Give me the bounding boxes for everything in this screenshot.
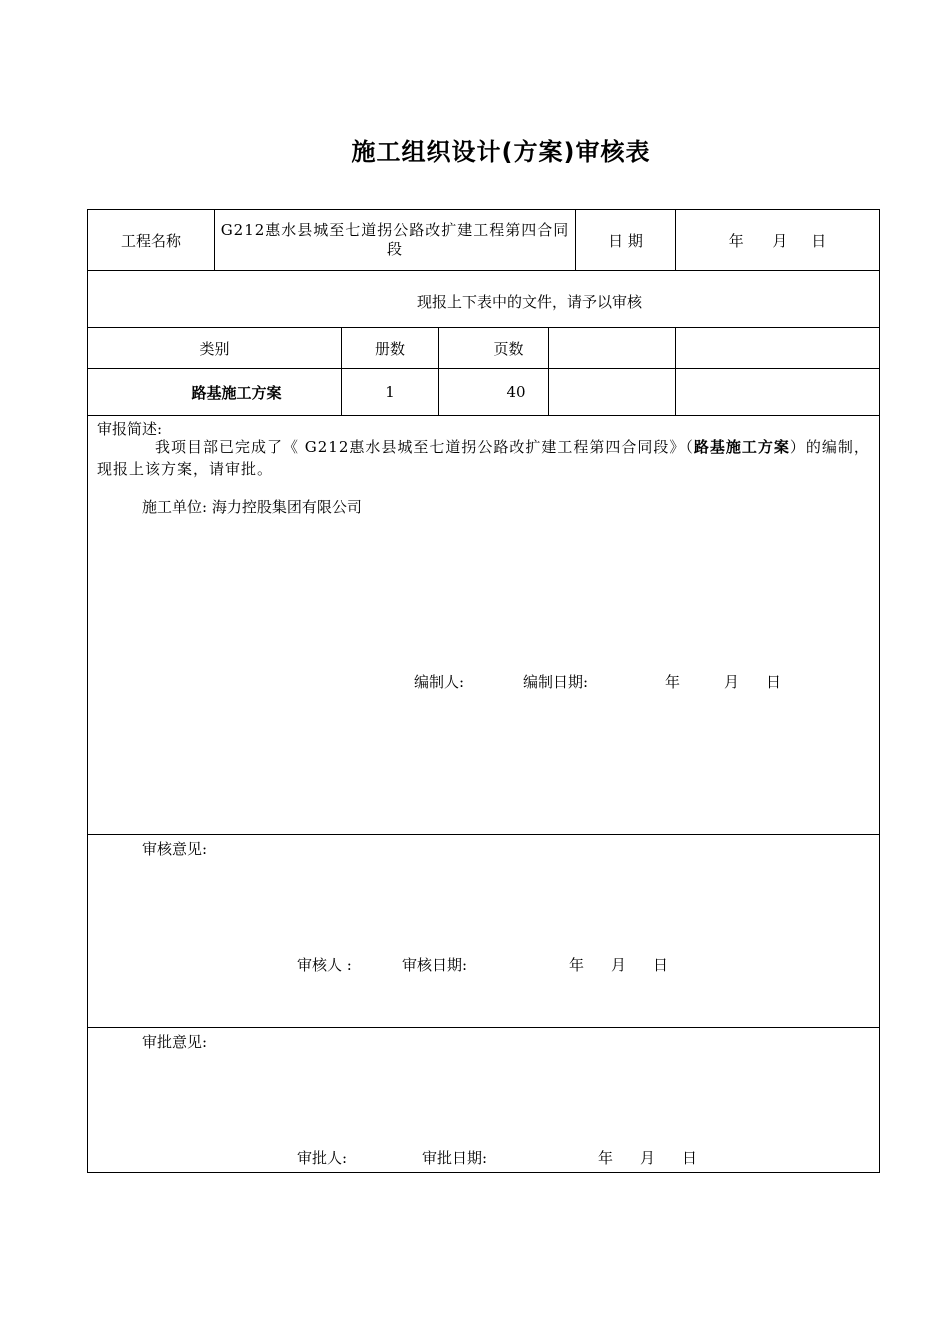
review-day: 日 [653, 956, 669, 974]
preparer-label: 编制人: [414, 673, 465, 691]
row-divider [87, 834, 880, 835]
item-category: 路基施工方案 [191, 383, 282, 402]
approve-year: 年 [598, 1149, 614, 1167]
item-pages: 40 [506, 383, 526, 401]
report-heading: 审报简述: [97, 420, 163, 438]
col-divider [214, 209, 215, 271]
report-description: 我项目部已完成了《 G212惠水县城至七道拐公路改扩建工程第四合同段》（路基施工方案）的编制，现报上该方案，请审批。 [97, 438, 870, 478]
approve-date-label: 审批日期: [422, 1149, 488, 1167]
construction-unit: 施工单位: 海力控股集团有限公司 [142, 498, 362, 516]
approve-day: 日 [682, 1149, 698, 1167]
reviewer-label: 审核人 : [297, 956, 352, 974]
submission-notice: 现报上下表中的文件，请予以审核 [417, 293, 643, 311]
review-month: 月 [611, 956, 627, 974]
review-date-label: 审核日期: [402, 956, 468, 974]
row-divider [87, 1027, 880, 1028]
column-header-category: 类别 [199, 339, 230, 358]
approver-label: 审批人: [297, 1149, 348, 1167]
table-border-bottom [87, 1172, 880, 1173]
item-volumes: 1 [385, 383, 395, 401]
row-divider [87, 270, 880, 271]
row-divider [87, 415, 880, 416]
review-year: 年 [569, 956, 585, 974]
prepare-day: 日 [766, 673, 782, 691]
prepare-date-label: 编制日期: [523, 673, 589, 691]
col-divider [675, 327, 676, 416]
date-value: 年 月 日 [728, 231, 827, 250]
prepare-year: 年 [665, 673, 681, 691]
project-name-value: G212惠水县城至七道拐公路改扩建工程第四合同段 [220, 221, 570, 258]
prepare-month: 月 [724, 673, 740, 691]
column-header-volumes: 册数 [374, 339, 405, 358]
project-name-label: 工程名称 [120, 231, 181, 250]
table-border-right [879, 209, 880, 1173]
review-heading: 审核意见: [142, 840, 208, 858]
column-header-pages: 页数 [493, 339, 524, 358]
approval-heading: 审批意见: [142, 1033, 208, 1051]
approve-month: 月 [640, 1149, 656, 1167]
page-title: 施工组织设计(方案)审核表 [351, 138, 651, 166]
date-label: 日 期 [608, 231, 643, 250]
